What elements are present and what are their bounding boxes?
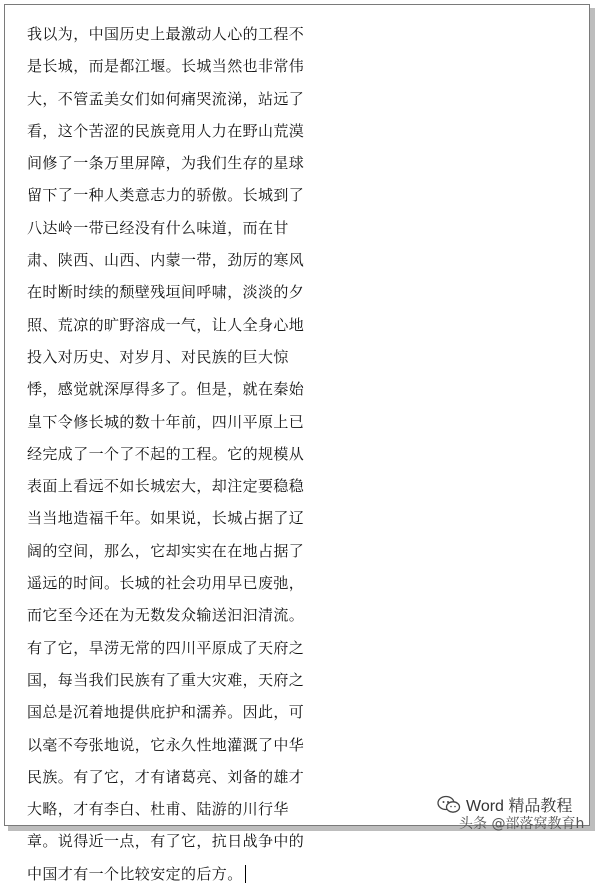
text-line: 章。说得近一点，有了它，抗日战争中的 (27, 832, 305, 851)
watermark-subtitle: 头条 @部落窝教育h (459, 816, 585, 832)
text-line: 看，这个苦涩的民族竟用人力在野山荒漠 (27, 121, 305, 140)
text-line: 有了它，旱涝无常的四川平原成了天府之 (27, 638, 305, 657)
text-line-last (27, 863, 287, 895)
text-line: 经完成了一个了不起的工程。它的规模从 (27, 444, 305, 463)
text-line: 而它至今还在为无数发众输送汩汩清流。 (27, 606, 305, 625)
text-line: 在时断时续的颓壁残垣间呼啸，淡淡的夕 (27, 283, 305, 302)
text-line: 国总是沉着地提供庇护和濡养。因此，可 (27, 703, 305, 722)
text-line: 以毫不夸张地说，它永久性地灌溉了中华 (27, 735, 305, 754)
text-cursor (245, 865, 246, 883)
text-line: 表面上看远不如长城宏大，却注定要稳稳 (27, 477, 305, 496)
text-line: 肃、陕西、山西、内蒙一带，劲厉的寒风 (27, 251, 305, 270)
text-line: 留下了一种人类意志力的骄傲。长城到了 (27, 186, 305, 205)
text-line: 照、荒凉的旷野溶成一气，让人全身心地 (27, 315, 305, 334)
document-body[interactable] (27, 23, 305, 895)
text-line: 八达岭一带已经没有什么味道，而在甘 (27, 218, 289, 237)
text-line: 悸，感觉就深厚得多了。但是，就在秦始 (27, 380, 305, 399)
text-line: 国，每当我们民族有了重大灾难，天府之 (27, 670, 305, 689)
watermark (437, 793, 597, 833)
text-line: 大略，才有李白、杜甫、陆游的川行华 (27, 800, 289, 819)
last-line-text: 中国才有一个比较安定的后方。 (27, 864, 243, 883)
text-line: 是长城，而是都江堰。长城当然也非常伟 (27, 57, 305, 76)
page-shadow-right (590, 8, 595, 830)
text-line: 阔的空间，那么，它却实实在在地占据了 (27, 541, 305, 560)
text-line: 投入对历史、对岁月、对民族的巨大惊 (27, 347, 289, 366)
document-page[interactable] (4, 4, 590, 883)
text-line: 民族。有了它，才有诸葛亮、刘备的雄才 (27, 767, 305, 786)
text-line: 遥远的时间。长城的社会功用早已废弛， (27, 574, 305, 593)
text-line: 当当地造福千年。如果说，长城占据了辽 (27, 509, 305, 528)
text-line: 间修了一条万里屏障，为我们生存的星球 (27, 154, 305, 173)
watermark-title: Word 精品教程 (466, 798, 573, 815)
wechat-icon (437, 795, 461, 815)
text-line: 皇下令修长城的数十年前，四川平原上已 (27, 412, 305, 431)
text-line: 大，不管孟美女们如何痛哭流涕，站远了 (27, 89, 305, 108)
text-line: 我以为，中国历史上最激动人心的工程不 (27, 25, 305, 43)
